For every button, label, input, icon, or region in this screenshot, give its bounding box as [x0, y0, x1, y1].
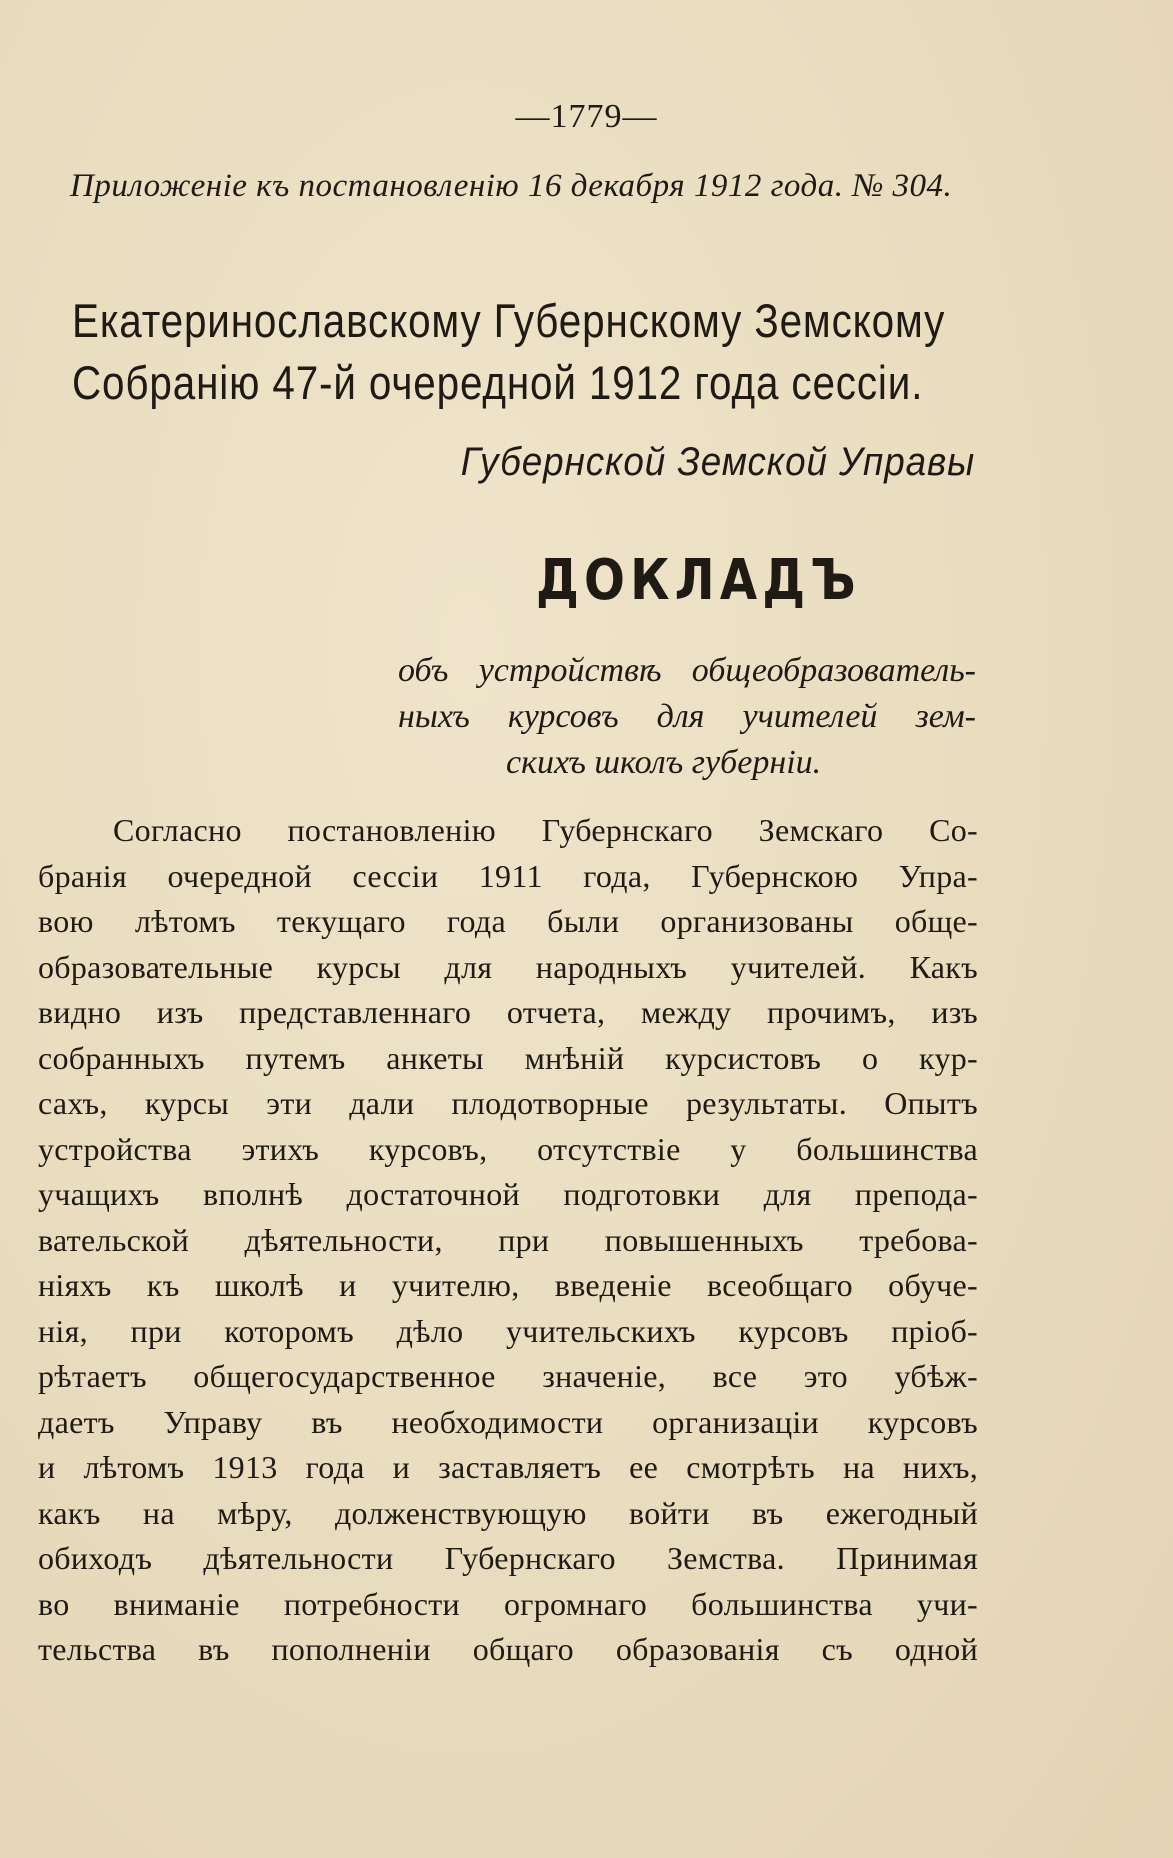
- page-number: —1779—: [515, 98, 658, 135]
- body-line: видно изъ представленнаго отчета, между прочимъ, изъ: [38, 994, 978, 1030]
- body-line: тельства въ пополненіи общаго образованія съ одной: [38, 1631, 978, 1667]
- board-heading: Губернской Земской Управы: [460, 440, 975, 484]
- appendix-note: Приложеніе къ постановленію 16 декабря 1912 года. № 304.: [70, 168, 953, 204]
- subtitle-line-2: ныхъ курсовъ для учителей зем-: [398, 698, 976, 735]
- body-line: во вниманіе потребности огромнаго большинства учи-: [38, 1585, 978, 1622]
- subtitle-line-3: скихъ школъ губерніи.: [506, 744, 822, 781]
- body-line: обиходъ дѣятельности Губернскаго Земства. Принимая: [38, 1540, 978, 1576]
- report-subtitle: [398, 648, 976, 786]
- body-line: вою лѣтомъ текущаго года были организованы обще-: [38, 903, 978, 939]
- subtitle-line-1: объ устройствѣ общеобразователь-: [398, 652, 976, 689]
- body-line: учащихъ вполнѣ достаточной подготовки для препода-: [38, 1176, 978, 1212]
- address-line-2: Собранію 47-й очередной 1912 года сессіи.: [72, 356, 924, 409]
- body-line: Согласно постановленію Губернскаго Земскаго Со-: [113, 812, 978, 848]
- body-line: даетъ Управу въ необходимости организаціи курсовъ: [38, 1403, 978, 1440]
- report-title: ДОКЛАДЪ: [536, 548, 861, 613]
- address-line-1: Екатеринославскому Губернскому Земскому: [72, 294, 946, 347]
- body-line: образовательные курсы для народныхъ учителей. Какъ: [38, 948, 978, 985]
- body-paragraph: [38, 808, 978, 1673]
- body-line: ніяхъ къ школѣ и учителю, введеніе всеобщаго обуче-: [38, 1267, 978, 1303]
- body-line: вательской дѣятельности, при повышенныхъ требова-: [38, 1221, 978, 1258]
- body-line: устройства этихъ курсовъ, отсутствіе у большинства: [38, 1130, 978, 1167]
- body-line: нія, при которомъ дѣло учительскихъ курсовъ пріоб-: [38, 1312, 978, 1349]
- body-line: какъ на мѣру, долженствующую войти въ ежегодный: [38, 1494, 978, 1531]
- body-line: и лѣтомъ 1913 года и заставляетъ ее смотрѣть на нихъ,: [38, 1449, 978, 1485]
- body-line: сахъ, курсы эти дали плодотворные результаты. Опытъ: [38, 1085, 978, 1121]
- body-line: собранныхъ путемъ анкеты мнѣній курсистовъ о кур-: [38, 1039, 978, 1076]
- address-heading: [72, 290, 946, 414]
- body-line: рѣтаетъ общегосударственное значеніе, все это убѣж-: [38, 1358, 978, 1394]
- body-line: бранія очередной сессіи 1911 года, Губернскою Упра-: [38, 857, 978, 894]
